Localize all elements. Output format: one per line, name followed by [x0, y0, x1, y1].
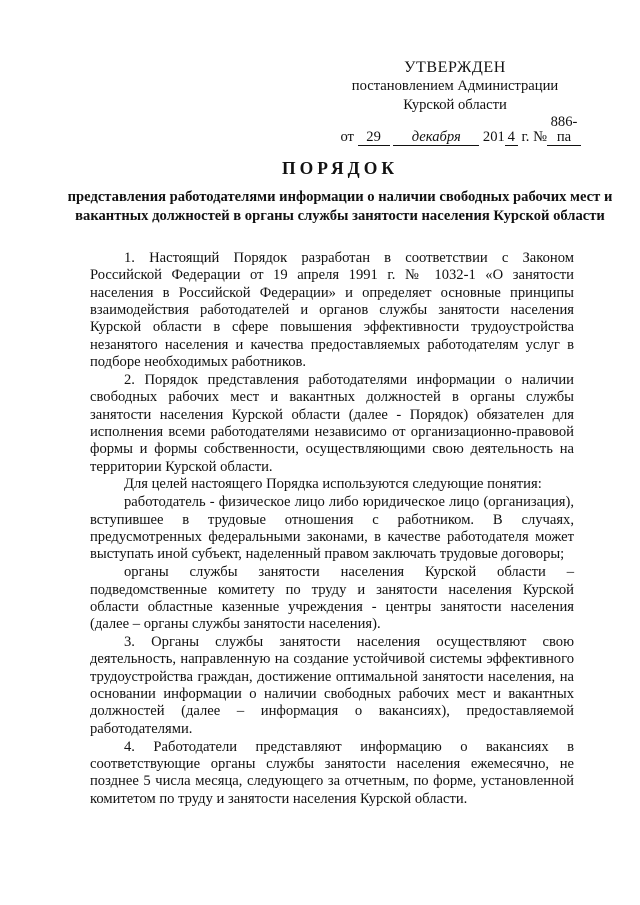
paragraph-1: 1. Настоящий Порядок разработан в соответствии с Законом Российской Федерации от 19 апреля 1991 г. № 1032-1 «О занятости населения в Российской Федерации» и определяет основные принципы взаимодействия работодателей и органов службы занятости населения Курской области в сфере повышения эффективности трудоустройства незанятого населения и качества предоставляемых работодателям услуг в подборе необходимых работников.	[90, 250, 574, 371]
document-title: ПОРЯДОК	[281, 158, 399, 178]
approval-heading: УТВЕРЖДЕН	[404, 59, 506, 76]
date-year-word: г. №	[521, 129, 547, 145]
paragraph-2: 2. Порядок представления работодателями информации о наличии свободных рабочих мест и вакантных должностей в органы службы занятости населения Курской области (далее - Порядок) обязателен для исполнения всеми работодателями независимо от организационно-правовой формы и формы собственности, осуществляющими свою деятельность на территории Курской области.	[90, 371, 574, 475]
date-year-prefix: 201	[482, 129, 505, 145]
document-body	[90, 250, 574, 808]
date-prefix: от	[340, 129, 354, 145]
paragraph-agencies-definition: органы службы занятости населения Курской области – подведомственные комитету по труду и занятости населения Курской области областные казенные учреждения - центры занятости населения (далее – органы службы занятости населения).	[90, 564, 574, 633]
approval-date-line	[325, 115, 585, 147]
paragraph-employer-definition: работодатель - физическое лицо либо юридическое лицо (организация), вступившее в трудовые отношения с работником. В случаях, предусмотренных федеральными законами, в качестве работодателя может выступать иной субъект, наделенный правом заключать трудовые договоры;	[90, 494, 574, 563]
paragraph-definitions-intro: Для целей настоящего Порядка используются следующие понятия:	[124, 476, 542, 493]
document-title-block	[60, 158, 620, 226]
resolution-number: 886-па	[547, 115, 581, 146]
paragraph-3: 3. Органы службы занятости населения осуществляют свою деятельность, направленную на создание устойчивой системы эффективного трудоустройства граждан, достижение оптимальной занятости населения, на основании информации о наличии свободных рабочих мест и вакантных должностей (далее – информация о вакансиях), предоставляемой работодателями.	[90, 634, 574, 737]
date-month: декабря	[393, 130, 479, 146]
approval-line-2: Курской области	[403, 97, 507, 113]
approval-line-1: постановлением Администрации	[351, 78, 559, 94]
date-day: 29	[358, 130, 390, 146]
approval-stamp-block	[325, 58, 585, 147]
date-year-suffix: 4	[505, 130, 518, 146]
paragraph-4: 4. Работодатели представляют информацию о вакансиях в соответствующие органы службы занятости населения ежемесячно, не позднее 5 числа месяца, следующего за отчетным, по форме, установленной комитетом по труду и занятости населения Курской области.	[90, 738, 574, 807]
document-subtitle: представления работодателями информации о наличии свободных рабочих мест и вакантных должностей в органы службы занятости населения Курской области	[67, 189, 613, 224]
